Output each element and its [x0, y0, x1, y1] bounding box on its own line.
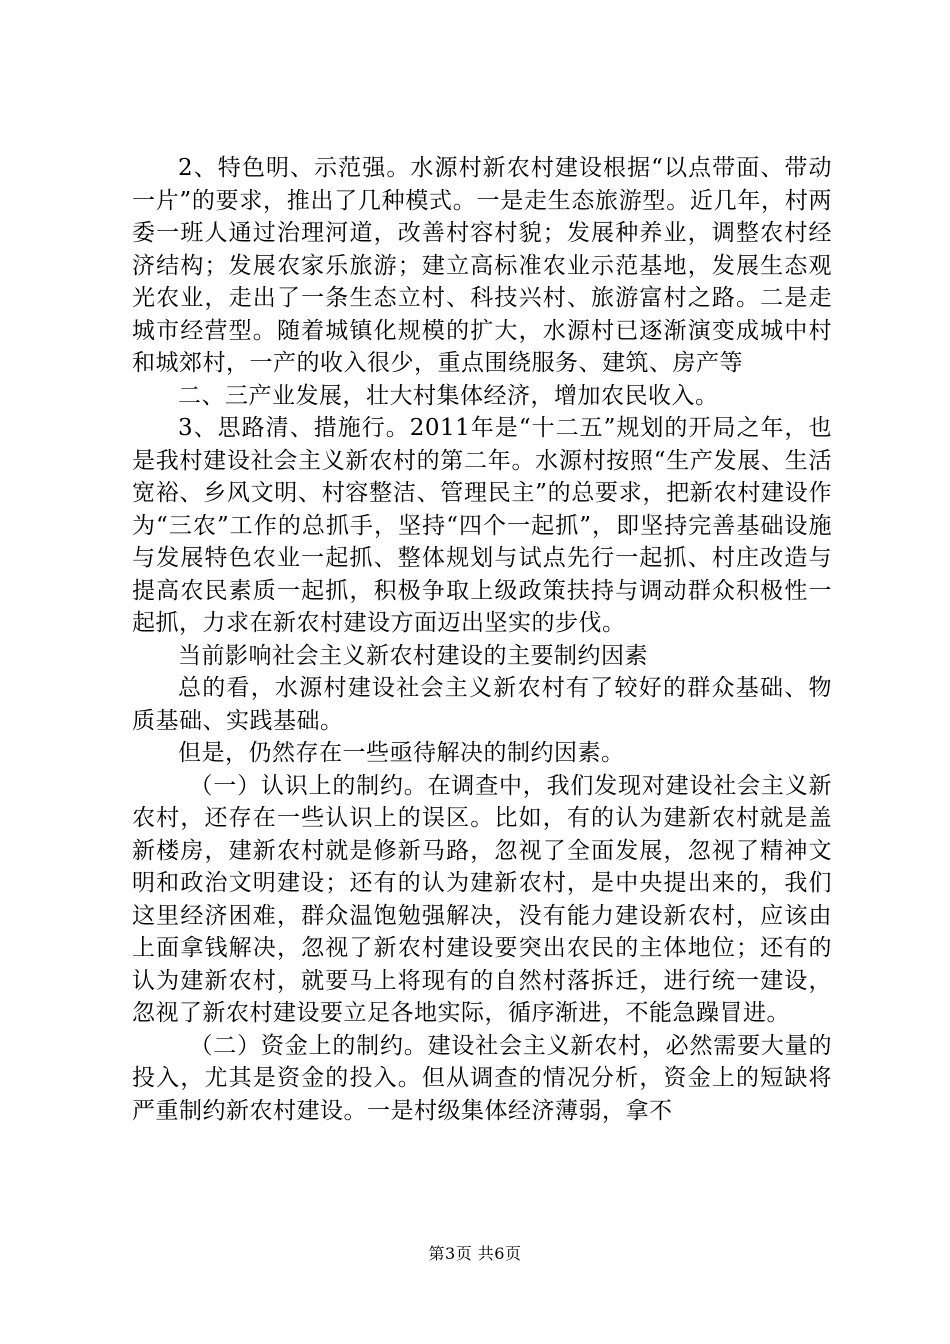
paragraph-however: 但是，仍然存在一些亟待解决的制约因素。: [178, 740, 625, 766]
paragraph-feature-model: 2、特色明、示范强。水源村新农村建设根据“以点带面、带动一片”的要求，推出了几种模式。一是走生态旅游型。近几年，村两委一班人通过治理河道，改善村容村貌；发展种养业，调整农村经济结构；发展农家乐旅游；建立高标准农业示范基地，发展生态观光农业，走出了一条生态立村、科技兴村、旅游富村之路。二是走城市经营型。随着城镇化规模的扩大，水源村已逐渐演变成城中村和城郊村，一产的收入很少，重点围绕服务、建筑、房产等: [132, 155, 832, 376]
page-number-label: 第3页 共6页: [428, 1244, 522, 1263]
paragraph-cognitive-constraint: （一）认识上的制约。在调查中，我们发现对建设社会主义新农村，还存在一些认识上的误区。比如，有的认为建新农村就是盖新楼房，建新农村就是修新马路，忽视了全面发展，忽视了精神文明和政治文明建设；还有的认为建新农村，是中央提出来的，我们这里经济困难，群众温饱勉强解决，没有能力建设新农村，应该由上面拿钱解决，忽视了新农村建设要突出农民的主体地位；还有的认为建新农村，就要马上将现有的自然村落拆迁，进行统一建设，忽视了新农村建设要立足各地实际，循序渐进，不能急躁冒进。: [132, 772, 832, 1026]
paragraph-industry-development: 二、三产业发展，壮大村集体经济，增加农民收入。: [178, 382, 719, 409]
page-footer: [0, 1244, 950, 1264]
paragraph-overview: 总的看，水源村建设社会主义新农村有了较好的群众基础、物质基础、实践基础。: [132, 675, 832, 734]
paragraph-clear-thinking: 3、思路清、措施行。2011年是“十二五”规划的开局之年，也是我村建设社会主义新农村的第二年。水源村按照“生产发展、生活宽裕、乡风文明、村容整洁、管理民主”的总要求，把新农村建设作为“三农”工作的总抓手，坚持“四个一起抓”，即坚持完善基础设施与发展特色农业一起抓、整体规划与试点先行一起抓、村庄改造与提高农民素质一起抓，积极争取上级政策扶持与调动群众积极性一起抓，力求在新农村建设方面迈出坚实的步伐。: [132, 415, 832, 636]
paragraph-funding-constraint: （二）资金上的制约。建设社会主义新农村，必然需要大量的投入，尤其是资金的投入。但从调查的情况分析，资金上的短缺将严重制约新农村建设。一是村级集体经济薄弱，拿不: [132, 1032, 832, 1124]
section-heading-constraints: 当前影响社会主义新农村建设的主要制约因素: [178, 642, 648, 669]
document-body: [132, 152, 832, 1127]
